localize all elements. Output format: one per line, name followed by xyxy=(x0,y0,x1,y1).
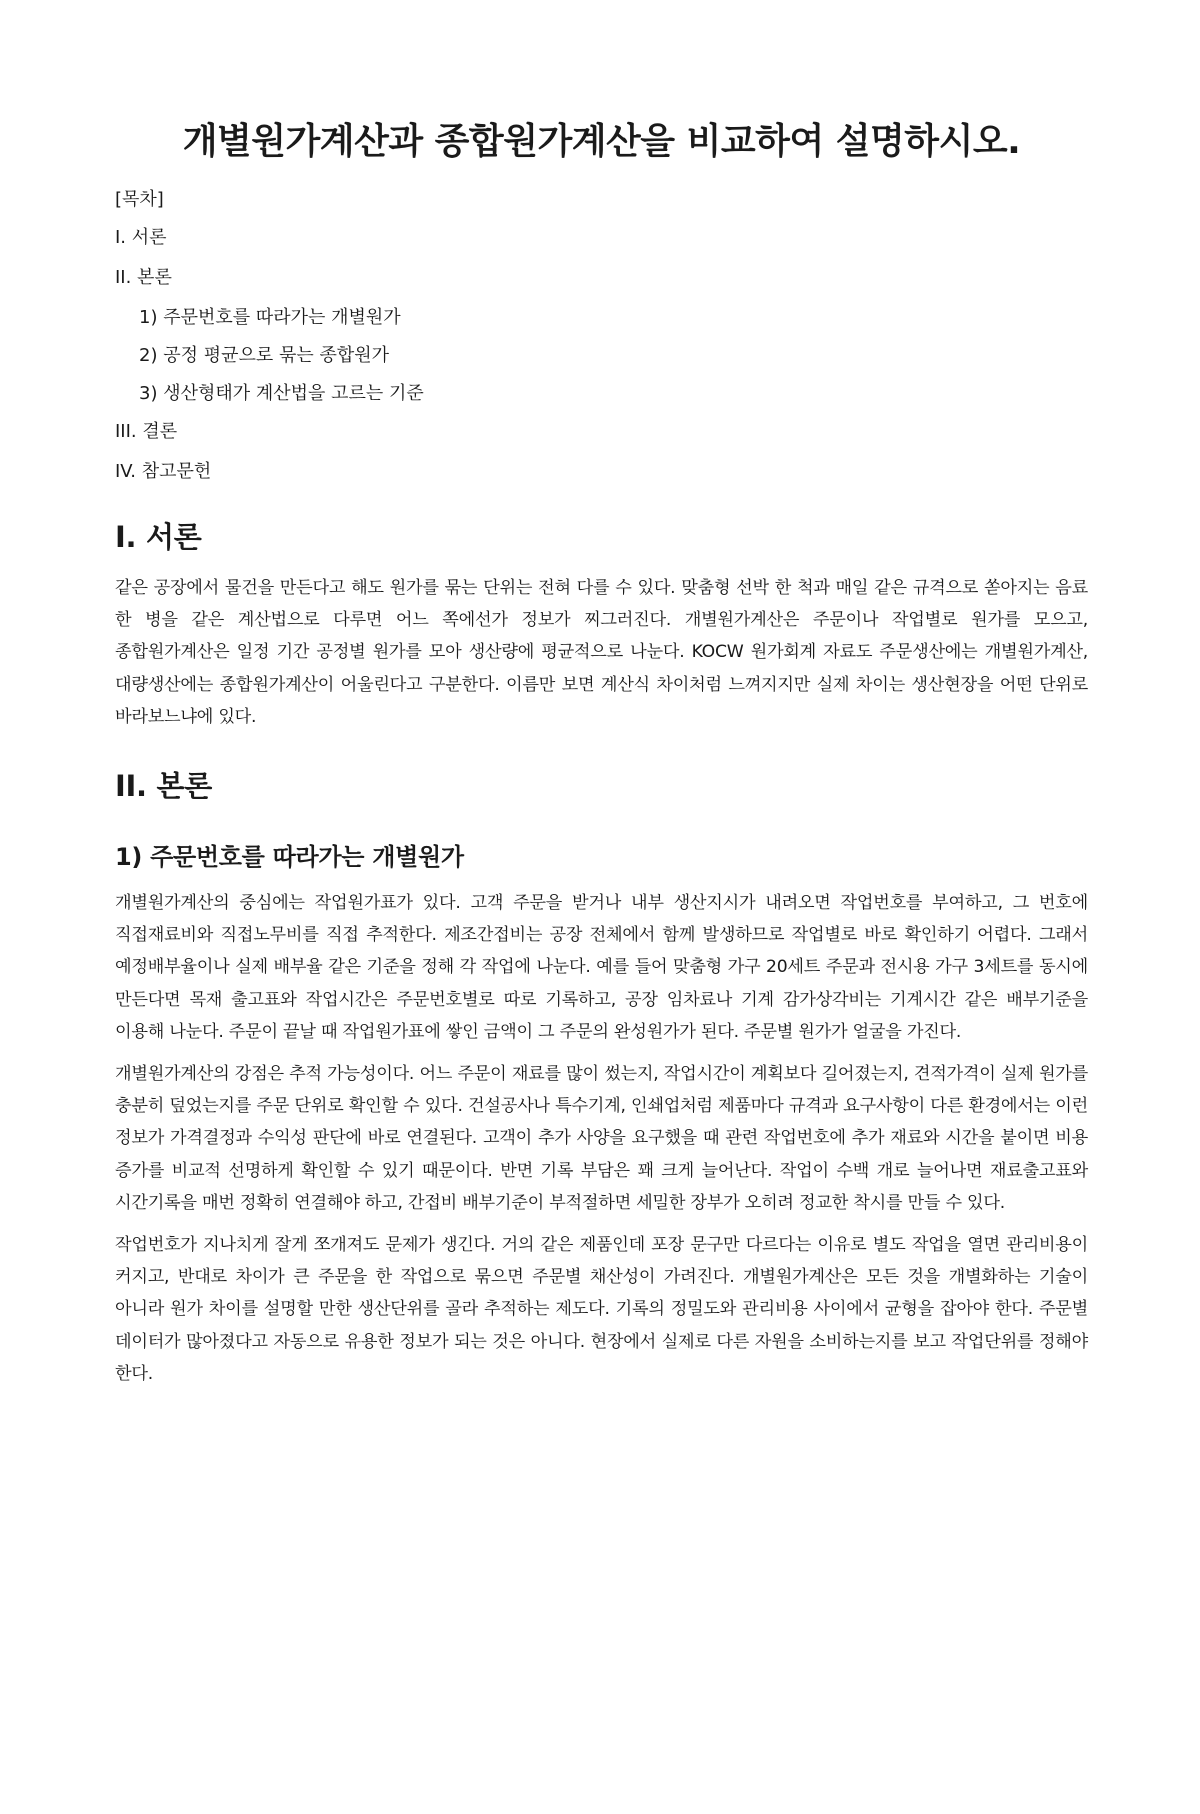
table-of-contents xyxy=(115,188,1088,484)
toc-item: II. 본론 xyxy=(115,267,172,288)
section-heading-body: II. 본론 xyxy=(115,769,212,804)
toc-item: IV. 참고문헌 xyxy=(115,461,212,482)
intro-paragraph: 같은 공장에서 물건을 만든다고 해도 원가를 묶는 단위는 전혀 다를 수 있다. 맞춤형 선박 한 척과 매일 같은 규격으로 쏟아지는 음료 한 병을 같은 계산법으로 다루면 어느 쪽에선가 정보가 찌그러진다. 개별원가계산은 주문이나 작업별로 원가를 모으고, 종합원가계산은 일정 기간 공정별 원가를 모아 생산량에 평균적으로 나눈다. KOCW 원가회계 자료도 주문생산에는 개별원가계산, 대량생산에는 종합원가계산이 어울린다고 구분한다. 이름만 보면 계산식 차이처럼 느껴지지만 실제 차이는 생산현장을 어떤 단위로 바라보느냐에 있다. xyxy=(115,578,1088,727)
document-title: 개별원가계산과 종합원가계산을 비교하여 설명하시오. xyxy=(182,121,1021,162)
toc-subitem: 3) 생산형태가 계산법을 고르는 기준 xyxy=(139,383,424,404)
subsection-heading-1: 1) 주문번호를 따라가는 개별원가 xyxy=(115,843,464,872)
document-page xyxy=(0,118,1200,1814)
toc-subitem: 1) 주문번호를 따라가는 개별원가 xyxy=(139,307,401,328)
body-paragraph: 개별원가계산의 강점은 추적 가능성이다. 어느 주문이 재료를 많이 썼는지, 작업시간이 계획보다 길어졌는지, 견적가격이 실제 원가를 충분히 덮었는지를 주문 단위로 확인할 수 있다. 건설공사나 특수기계, 인쇄업처럼 제품마다 규격과 요구사항이 다른 환경에서는 이런 정보가 가격결정과 수익성 판단에 바로 연결된다. 고객이 추가 사양을 요구했을 때 관련 작업번호에 추가 재료와 시간을 붙이면 비용 증가를 비교적 선명하게 확인할 수 있기 때문이다. 반면 기록 부담은 꽤 크게 늘어난다. 작업이 수백 개로 늘어나면 재료출고표와 시간기록을 매번 정확히 연결해야 하고, 간접비 배부기준이 부적절하면 세밀한 장부가 오히려 정교한 착시를 만들 수 있다. xyxy=(115,1064,1088,1213)
body-paragraph: 개별원가계산의 중심에는 작업원가표가 있다. 고객 주문을 받거나 내부 생산지시가 내려오면 작업번호를 부여하고, 그 번호에 직접재료비와 직접노무비를 직접 추적한다. 제조간접비는 공장 전체에서 함께 발생하므로 작업별로 바로 확인하기 어렵다. 그래서 예정배부율이나 실제 배부율 같은 기준을 정해 각 작업에 나눈다. 예를 들어 맞춤형 가구 20세트 주문과 전시용 가구 3세트를 동시에 만든다면 목재 출고표와 작업시간은 주문번호별로 따로 기록하고, 공장 임차료나 기계 감가상각비는 기계시간 같은 배부기준을 이용해 나눈다. 주문이 끝날 때 작업원가표에 쌓인 금액이 그 주문의 완성원가가 된다. 주문별 원가가 얼굴을 가진다. xyxy=(115,893,1088,1042)
toc-subitem: 2) 공정 평균으로 묶는 종합원가 xyxy=(139,345,390,366)
body-paragraph: 작업번호가 지나치게 잘게 쪼개져도 문제가 생긴다. 거의 같은 제품인데 포장 문구만 다르다는 이유로 별도 작업을 열면 관리비용이 커지고, 반대로 차이가 큰 주문을 한 작업으로 묶으면 주문별 채산성이 가려진다. 개별원가계산은 모든 것을 개별화하는 기술이 아니라 원가 차이를 설명할 만한 생산단위를 골라 추적하는 제도다. 기록의 정밀도와 관리비용 사이에서 균형을 잡아야 한다. 주문별 데이터가 많아졌다고 자동으로 유용한 정보가 되는 것은 아니다. 현장에서 실제로 다른 자원을 소비하는지를 보고 작업단위를 정해야 한다. xyxy=(115,1235,1088,1384)
toc-item: III. 결론 xyxy=(115,421,178,442)
toc-heading: [목차] xyxy=(115,189,164,210)
toc-item: I. 서론 xyxy=(115,227,167,248)
section-heading-intro: I. 서론 xyxy=(115,520,202,554)
